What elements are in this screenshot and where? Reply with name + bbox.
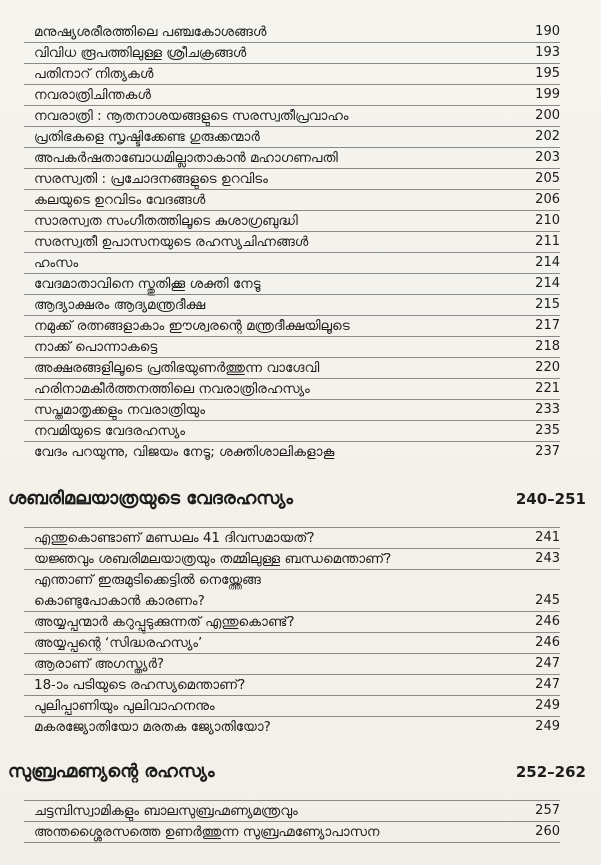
entry-title: സാരസ്വത സംഗീതത്തിലൂടെ കുശാഗ്രബുദ്ധി bbox=[34, 213, 298, 229]
entry-page: 237 bbox=[535, 444, 560, 459]
entry-title: വേദം പറയുന്നു, വിജയം നേടൂ; ശക്തിശാലികളാകൂ bbox=[34, 444, 335, 460]
entry-page: 243 bbox=[535, 551, 560, 566]
entry-title: സരസ്വതീ ഉപാസനയുടെ രഹസ്യചിഹ്നങ്ങൾ bbox=[34, 234, 309, 250]
section-heading-sabarimala bbox=[4, 486, 596, 516]
entry-title: സപ്തമാതൃക്കളും നവരാത്രിയും bbox=[34, 402, 205, 418]
entry-title: നവരാത്രി : നൂതനാശയങ്ങളുടെ സരസ്വതീപ്രവാഹം bbox=[34, 108, 349, 124]
entry-title: നവരാത്രിചിന്തകൾ bbox=[34, 87, 151, 103]
entry-page: 202 bbox=[535, 129, 560, 144]
toc-entry bbox=[24, 337, 560, 359]
entry-page: 257 bbox=[535, 803, 560, 818]
entry-title: നവമിയുടെ വേദരഹസ്യം bbox=[34, 423, 185, 439]
entry-title: പ്രതിഭകളെ സൃഷ്ടിക്കേണ്ട ഗുരുക്കന്മാർ bbox=[34, 129, 260, 145]
toc-entry bbox=[24, 211, 560, 233]
entry-title: ഹംസം bbox=[34, 255, 79, 271]
divider bbox=[24, 842, 560, 843]
entry-page: 199 bbox=[535, 87, 560, 102]
entry-page: 210 bbox=[535, 213, 560, 228]
entry-page: 235 bbox=[535, 423, 560, 438]
toc-entry bbox=[24, 316, 560, 338]
toc-entry bbox=[24, 442, 560, 464]
toc-entry bbox=[24, 801, 560, 823]
entry-title: അയ്യപ്പന്മാർ കറുപ്പുടുക്കുന്നത് എന്തുകൊണ്ട്? bbox=[34, 614, 295, 630]
toc-entry bbox=[24, 190, 560, 212]
entry-page: 247 bbox=[535, 677, 560, 692]
entry-page: 249 bbox=[535, 698, 560, 713]
entry-page: 241 bbox=[535, 530, 560, 545]
toc-entry bbox=[24, 717, 560, 739]
entry-title: അന്തശ്ശൈരസത്തെ ഉണർത്തുന്ന സുബ്രഹ്മണ്യോപാസന bbox=[34, 824, 380, 840]
entry-title: സരസ്വതി : പ്രചോദനങ്ങളുടെ ഉറവിടം bbox=[34, 171, 268, 187]
toc-entry bbox=[24, 421, 560, 443]
entry-page: 220 bbox=[535, 360, 560, 375]
entry-title: അപകർഷതാബോധമില്ലാതാകാൻ മഹാഗണപതി bbox=[34, 150, 338, 166]
entry-page: 249 bbox=[535, 719, 560, 734]
entry-page: 214 bbox=[535, 255, 560, 270]
toc-entry bbox=[24, 612, 560, 634]
toc-entry bbox=[24, 106, 560, 128]
entry-page: 195 bbox=[535, 66, 560, 81]
entry-title: ചട്ടമ്പിസ്വാമികളും ബാലസുബ്രഹ്മണ്യമന്ത്രവും bbox=[34, 803, 298, 819]
entry-title: കൊണ്ടുപോകാൻ കാരണം? bbox=[34, 593, 205, 609]
section-title: ശബരിമലയാത്രയുടെ വേദരഹസ്യം bbox=[8, 488, 293, 509]
entry-page: 211 bbox=[535, 234, 560, 249]
entry-page: 246 bbox=[535, 635, 560, 650]
toc-entry bbox=[24, 528, 560, 550]
entry-title: കലയുടെ ഉറവിടം വേദങ്ങൾ bbox=[34, 192, 206, 208]
entry-title: ആദ്യാക്ഷരം ആദ്യമന്ത്രദീക്ഷ bbox=[34, 297, 206, 313]
entry-title: അക്ഷരങ്ങളിലൂടെ പ്രതിഭയുണർത്തുന്ന വാഗ്ദേവി bbox=[34, 360, 320, 376]
entry-page: 206 bbox=[535, 192, 560, 207]
entry-title: എന്തുകൊണ്ടാണ് മണ്ഡലം 41 ദിവസമായത്? bbox=[34, 530, 315, 546]
toc-entry bbox=[24, 43, 560, 65]
entry-title: നമുക്ക് രത്നങ്ങളാകാം ഈശ്വരന്റെ മന്ത്രദീക്ഷയിലൂടെ bbox=[34, 318, 350, 334]
entry-page: 246 bbox=[535, 614, 560, 629]
entry-title: ആരാണ് അഗസ്ത്യർ? bbox=[34, 656, 165, 672]
toc-entry bbox=[24, 822, 560, 844]
entry-page: 193 bbox=[535, 45, 560, 60]
entry-title: മകരജ്യോതിയോ മരതക ജ്യോതിയോ? bbox=[34, 719, 271, 735]
toc-entry bbox=[24, 64, 560, 86]
toc-entry bbox=[24, 85, 560, 107]
entry-page: 190 bbox=[535, 24, 560, 39]
entry-page: 205 bbox=[535, 171, 560, 186]
toc-entry bbox=[24, 127, 560, 149]
toc-entry bbox=[24, 358, 560, 380]
toc-entry bbox=[24, 148, 560, 170]
entry-title: 18-ാം പടിയുടെ രഹസ്യമെന്താണ്? bbox=[34, 677, 246, 693]
section-heading-subrahmanya bbox=[4, 759, 596, 789]
section-page-range: 252–262 bbox=[515, 763, 586, 781]
toc-entry bbox=[24, 696, 560, 718]
toc-entry bbox=[24, 22, 560, 44]
entry-page: 245 bbox=[535, 593, 560, 608]
entry-title: യജ്ഞവും ശബരിമലയാത്രയും തമ്മിലുള്ള ബന്ധമെന്താണ്? bbox=[34, 551, 392, 567]
entry-page: 203 bbox=[535, 150, 560, 165]
entry-title: അയ്യപ്പന്റെ ‘സിദ്ധരഹസ്യം’ bbox=[34, 635, 203, 651]
entry-page: 200 bbox=[535, 108, 560, 123]
entry-title: ഹരിനാമകീർത്തനത്തിലെ നവരാത്രിരഹസ്യം bbox=[34, 381, 310, 397]
entry-page: 260 bbox=[535, 824, 560, 839]
toc-entry bbox=[24, 232, 560, 254]
toc-entry bbox=[24, 295, 560, 317]
entry-page: 233 bbox=[535, 402, 560, 417]
toc-entry bbox=[24, 549, 560, 571]
toc-entry bbox=[24, 253, 560, 275]
toc-entry bbox=[24, 654, 560, 676]
toc-entry bbox=[24, 591, 560, 613]
entry-title: വേദമാതാവിനെ സ്തുതിക്കൂ ശക്തി നേടൂ bbox=[34, 276, 261, 292]
entry-title: വിവിധ രൂപത്തിലുള്ള ശ്രീചക്രങ്ങൾ bbox=[34, 45, 247, 61]
section-page-range: 240–251 bbox=[515, 490, 586, 508]
entry-page: 247 bbox=[535, 656, 560, 671]
toc-entry bbox=[24, 274, 560, 296]
entry-title: നാക്ക് പൊന്നാകട്ടെ bbox=[34, 339, 158, 355]
toc-entry bbox=[24, 169, 560, 191]
entry-title: എന്താണ് ഇരുമുടിക്കെട്ടിൽ നെയ്ത്തേങ്ങ bbox=[34, 572, 261, 588]
entry-title: പുലിപ്പാണിയും പുലിവാഹനനും bbox=[34, 698, 215, 714]
toc-entry bbox=[24, 400, 560, 422]
section-title: സുബ്രഹ്മണ്യന്റെ രഹസ്യം bbox=[8, 761, 215, 782]
entry-page: 214 bbox=[535, 276, 560, 291]
toc-entry bbox=[24, 570, 560, 592]
toc-entry bbox=[24, 379, 560, 401]
toc-entry bbox=[24, 675, 560, 697]
entry-page: 218 bbox=[535, 339, 560, 354]
entry-page: 215 bbox=[535, 297, 560, 312]
entry-title: മനുഷ്യശരീരത്തിലെ പഞ്ചകോശങ്ങൾ bbox=[34, 24, 267, 40]
entry-page: 217 bbox=[535, 318, 560, 333]
entry-title: പതിനാറ് നിത്യകൾ bbox=[34, 66, 154, 82]
toc-entry bbox=[24, 633, 560, 655]
entry-page: 221 bbox=[535, 381, 560, 396]
